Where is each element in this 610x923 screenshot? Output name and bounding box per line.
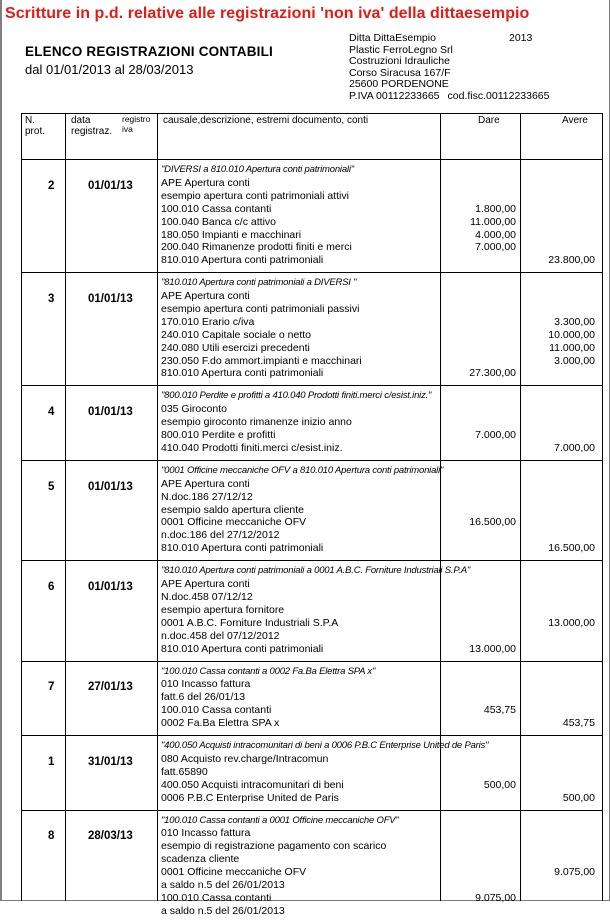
entry-avere-amount: 453,75 (562, 717, 595, 730)
entry-line: 810.010 Apertura conti patrimoniali (161, 542, 324, 555)
entry-dare-amount: 13.000,00 (469, 642, 516, 655)
entry-divider (22, 735, 602, 736)
entry-dare-amount: 27.300,00 (469, 367, 516, 380)
entry-line: 800.010 Perdite e profitti (161, 429, 276, 442)
entry-line: 035 Giroconto (161, 403, 227, 416)
report-title: Scritture in p.d. relative alle registrazioni 'non iva' della dittaesempio (5, 5, 530, 22)
header-data-line2: registraz. (71, 126, 113, 137)
entry-dare-amount: 500,00 (483, 778, 516, 791)
entry-avere-amount: 11.000,00 (549, 341, 595, 354)
header-nprot-line2: prot. (25, 126, 46, 137)
entry-causale-heading: "400.050 Acquisti intracomunitari di beni a 0006 P.B.C Enterprise United de Paris" (161, 740, 489, 751)
entry-causale-heading: "0001 Officine meccaniche OFV a 810.010 Apertura conti patrimoniali" (161, 464, 444, 476)
header-registro (122, 115, 150, 134)
header-nprot-line1: N. (25, 115, 35, 126)
entry-line: N.doc.458 07/12/12 (161, 590, 253, 603)
entry-line: 010 Incasso fattura (161, 678, 251, 691)
entry-causale-heading: "810.010 Apertura conti patrimoniali a 0001 A.B.C. Forniture Industriali S.P.A" (161, 565, 471, 577)
entry-line: scadenza cliente (161, 853, 240, 866)
entry-line: esempio apertura conti patrimoniali attivi (161, 189, 349, 202)
header-dare: Dare (478, 115, 500, 126)
company-city: 25600 PORDENONE (349, 78, 449, 91)
entry-divider (22, 560, 602, 561)
entry-avere-amount: 3.000,00 (554, 354, 595, 367)
entry-line: 810.010 Apertura conti patrimoniali (161, 367, 324, 380)
entry-causale-heading: "800.010 Perdite e profitti a 410.040 Prodotti finiti.merci c/esist.iniz." (161, 390, 432, 402)
entry-avere-amount: 16.500,00 (548, 542, 595, 555)
entry-protocol-number: 2 (48, 179, 55, 192)
entry-avere-amount: 23.800,00 (548, 254, 595, 267)
ledger-entry (22, 460, 602, 560)
entry-line: 100.040 Banca c/c attivo (161, 215, 276, 228)
entry-line: APE Apertura conti (161, 290, 250, 303)
entry-date: 01/01/13 (88, 406, 133, 419)
entry-dare-amount: 1.800,00 (475, 202, 516, 215)
entry-line: 810.010 Apertura conti patrimoniali (161, 642, 324, 655)
company-tax-ids (349, 91, 550, 103)
entry-line: 240.010 Capitale sociale o netto (161, 328, 312, 341)
header-causale: causale,descrizione, estremi documento, conti (163, 115, 369, 126)
entry-line: 100.010 Cassa contanti (161, 891, 272, 904)
entry-line: esempio apertura fornitore (161, 603, 285, 616)
company-cf: cod.fisc.00112233665 (447, 89, 550, 102)
header-nprot (25, 115, 45, 137)
entry-line: 400.050 Acquisti intracomunitari di beni (161, 778, 344, 791)
entry-line: 0001 A.B.C. Forniture Industriali S.P.A (161, 616, 339, 629)
entry-date: 01/01/13 (88, 293, 133, 306)
entry-divider (22, 810, 602, 811)
entry-protocol-number: 8 (48, 830, 55, 843)
entry-line: 0001 Officine meccaniche OFV (161, 866, 307, 879)
entry-avere-amount: 13.000,00 (548, 616, 595, 629)
entry-protocol-number: 7 (48, 681, 55, 694)
entry-dare-amount: 7.000,00 (475, 429, 516, 442)
ledger-entry (22, 385, 602, 460)
document-period: dal 01/01/2013 al 28/03/2013 (25, 62, 194, 77)
entry-line: 200.040 Rimanenze prodotti finiti e merci (161, 241, 352, 254)
entry-line: a saldo n.5 del 26/01/2013 (161, 879, 285, 891)
header-data-line1: data (71, 115, 91, 126)
ledger-entry (22, 661, 602, 736)
entry-date: 01/01/13 (88, 581, 133, 594)
ledger-entry (22, 159, 602, 272)
entry-protocol-number: 6 (48, 581, 55, 594)
entry-line: 230.050 F.do ammort.impianti e macchinari (161, 354, 362, 367)
header-registro-line2: iva (122, 123, 133, 134)
company-activity: Costruzioni Idrauliche (349, 55, 450, 68)
entry-protocol-number: 4 (48, 406, 55, 419)
ledger-entry (22, 560, 602, 660)
entry-line: n.doc.458 del 07/12/2012 (161, 629, 280, 642)
entry-causale-heading: "DIVERSI a 810.010 Apertura conti patrimoniali" (161, 164, 354, 175)
company-ditta: Ditta DittaEsempio (349, 32, 436, 44)
entry-dare-amount: 16.500,00 (469, 516, 516, 529)
entry-line: a saldo n.5 del 26/01/2013 (161, 904, 285, 917)
entry-date: 27/01/13 (88, 681, 133, 694)
entry-dare-amount: 7.000,00 (475, 241, 516, 254)
entry-avere-amount: 10.000,00 (548, 328, 595, 341)
entry-date: 01/01/13 (88, 480, 133, 493)
entry-dare-amount: 453,75 (483, 704, 516, 717)
entry-protocol-number: 3 (48, 293, 55, 306)
entry-line: fatt.65890 (161, 765, 208, 778)
entry-line: 170.010 Erario c/iva (161, 315, 255, 328)
entry-line: n.doc.186 del 27/12/2012 (161, 529, 280, 542)
entry-causale-heading: "100.010 Cassa contanti a 0001 Officine meccaniche OFV" (161, 814, 399, 826)
entry-date: 31/01/13 (88, 755, 133, 768)
header-data (71, 115, 112, 137)
entry-line: 410.040 Prodotti finiti.merci c/esist.iniz. (161, 441, 343, 454)
entry-divider (22, 385, 602, 386)
ledger-entry (22, 272, 602, 385)
entry-line: 010 Incasso fattura (161, 827, 251, 840)
header-avere: Avere (562, 115, 588, 126)
entry-avere-amount: 500,00 (562, 791, 595, 804)
entry-line: 0006 P.B.C Enterprise United de Paris (161, 791, 339, 804)
entry-dare-amount: 11.000,00 (470, 215, 516, 228)
entry-divider (22, 272, 602, 273)
entry-causale-heading: "100.010 Cassa contanti a 0002 Fa.Ba Elettra SPA x" (161, 665, 376, 677)
entry-line: APE Apertura conti (161, 477, 250, 490)
entry-line: fatt.6 del 26/01/13 (161, 691, 246, 704)
company-year: 2013 (509, 32, 533, 44)
entry-line: 080 Acquisto rev.charge/Intracomun (161, 752, 329, 765)
entry-divider (22, 661, 602, 662)
entry-date: 28/03/13 (88, 830, 133, 843)
entry-dare-amount: 4.000,00 (475, 228, 516, 241)
entry-line: 240.080 Utili esercizi precedenti (161, 341, 310, 354)
ledger-entry (22, 810, 602, 923)
header-registro-line1: registro (122, 114, 151, 124)
ledger-entry (22, 735, 602, 810)
entry-line: APE Apertura conti (161, 176, 250, 189)
company-piva: P.IVA 00112233665 (349, 89, 440, 102)
ledger-table (21, 113, 603, 917)
entry-protocol-number: 1 (48, 755, 55, 768)
company-name: Plastic FerroLegno Srl (349, 43, 453, 56)
entry-line: esempio di registrazione pagamento con scarico (161, 840, 387, 853)
entry-dare-amount: 9.075,00 (475, 891, 516, 904)
entry-protocol-number: 5 (48, 480, 55, 493)
entry-line: 180.050 Impianti e macchinari (161, 228, 302, 241)
entry-line: 100.010 Cassa contanti (161, 704, 272, 717)
entry-line: 0002 Fa.Ba Elettra SPA x (161, 717, 280, 730)
entry-line: APE Apertura conti (161, 578, 250, 591)
entry-causale-heading: "810.010 Apertura conti patrimoniali a DIVERSI " (161, 277, 357, 289)
entry-avere-amount: 9.075,00 (554, 866, 595, 879)
entry-line: esempio apertura conti patrimoniali passivi (161, 302, 360, 315)
entry-avere-amount: 7.000,00 (554, 441, 595, 454)
entry-line: esempio giroconto rimanenze inizio anno (161, 416, 352, 429)
entry-date: 01/01/13 (88, 179, 133, 192)
entry-line: esempio saldo apertura cliente (161, 503, 305, 516)
company-address: Corso Siracusa 167/F (349, 66, 451, 79)
entry-avere-amount: 3.300,00 (554, 315, 595, 328)
company-info (349, 33, 550, 103)
entry-line: 0001 Officine meccaniche OFV (161, 516, 307, 529)
entry-divider (22, 460, 602, 461)
entry-line: N.doc.186 27/12/12 (161, 490, 253, 503)
document-heading: ELENCO REGISTRAZIONI CONTABILI (25, 44, 273, 59)
entry-line: 100.010 Cassa contanti (161, 202, 272, 215)
entry-line: 810.010 Apertura conti patrimoniali (161, 254, 324, 267)
